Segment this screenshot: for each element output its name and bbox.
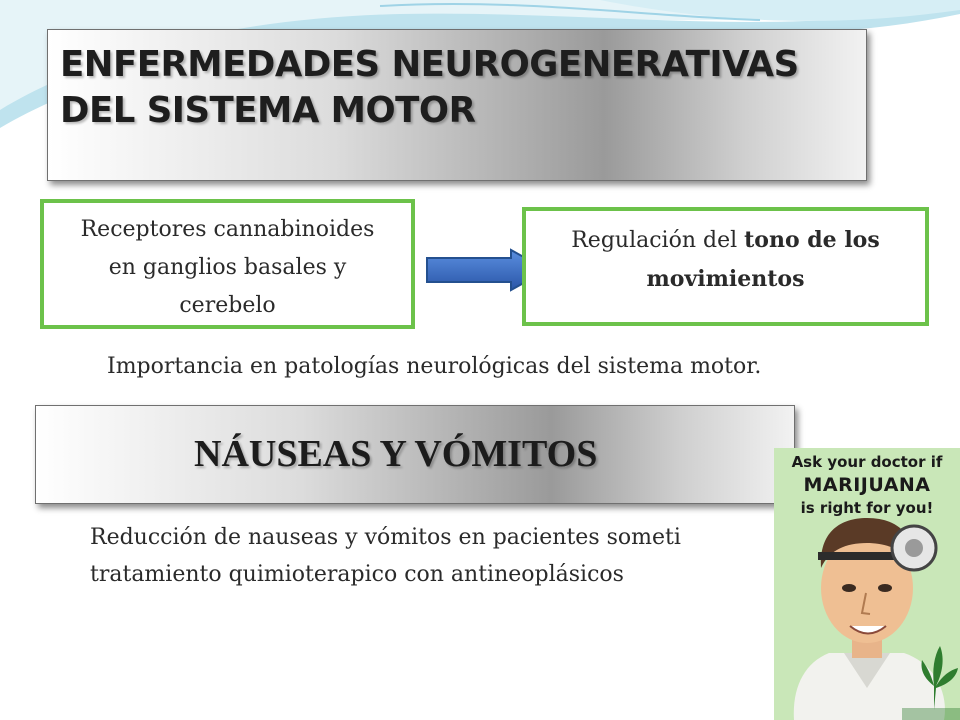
receptors-text: Receptores cannabinoides en ganglios basales y cerebelo <box>80 217 375 318</box>
reduction-text: Reducción de nauseas y vómitos en pacientes someti tratamiento quimioterapico con antineoplásicos <box>90 525 681 587</box>
poster-line-3: is right for you! <box>800 499 934 517</box>
regulation-box <box>522 207 929 326</box>
regulation-prefix: Regulación del <box>571 228 745 253</box>
nausea-heading-box <box>35 405 795 504</box>
regulation-bold: tono de los movimientos <box>646 227 880 292</box>
marijuana-poster-image <box>774 448 960 720</box>
poster-line-2: MARIJUANA <box>803 474 931 496</box>
title-box <box>47 29 867 181</box>
importance-text: Importancia en patologías neurológicas del sistema motor. <box>107 354 762 379</box>
poster-line-1: Ask your doctor if <box>791 453 943 471</box>
nausea-heading: NÁUSEAS Y VÓMITOS <box>194 433 598 475</box>
poster-caption <box>774 452 960 518</box>
receptors-box <box>40 199 415 329</box>
slide-title: ENFERMEDADES NEUROGENERATIVAS DEL SISTEMA MOTOR <box>60 44 799 131</box>
regulation-text <box>526 221 925 299</box>
